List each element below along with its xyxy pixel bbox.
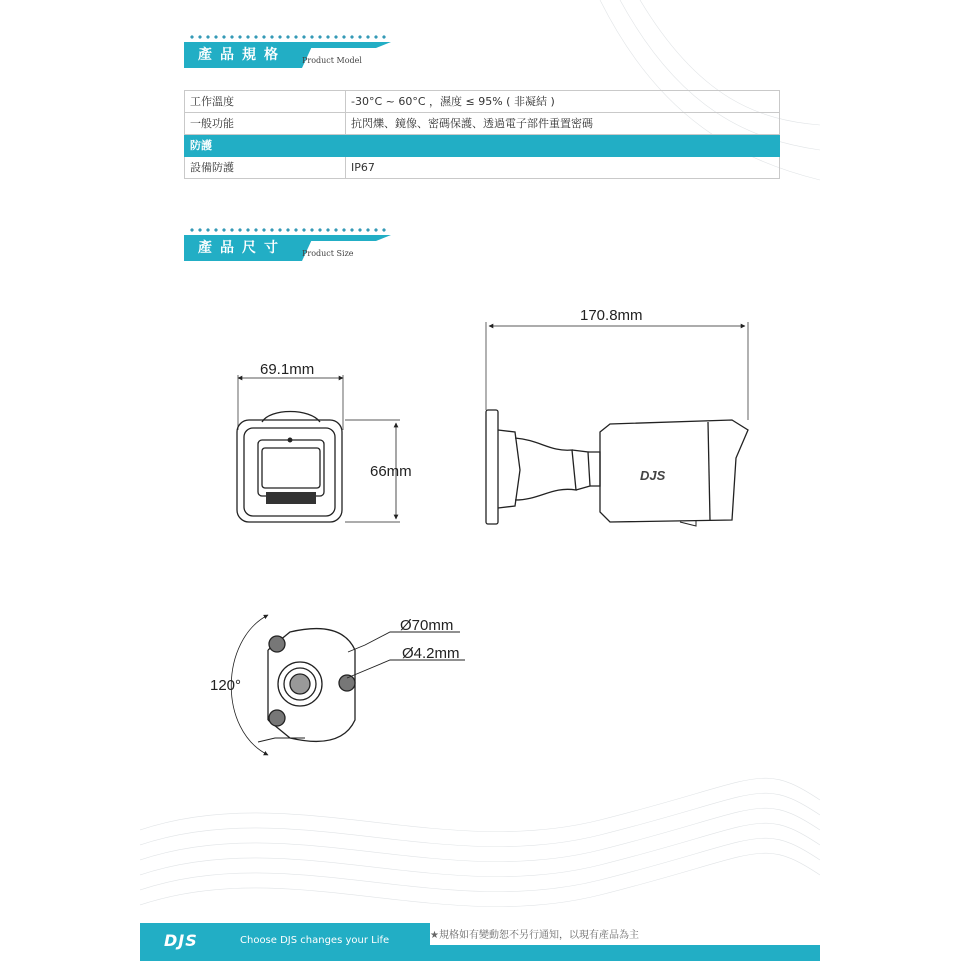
side-view-drawing xyxy=(486,322,748,526)
base-view-drawing xyxy=(231,615,465,755)
spec-value: -30°C ~ 60°C ，濕度 ≤ 95% ( 非凝結 ) xyxy=(346,91,780,113)
spec-key: 一般功能 xyxy=(185,113,346,135)
spec-row xyxy=(185,157,780,179)
side-length-label: 170.8mm xyxy=(580,307,643,324)
hole-angle-label: 120° xyxy=(210,677,242,694)
camera-logo-label: DJS xyxy=(640,468,666,483)
size-section-subtitle: Product Size xyxy=(302,249,354,258)
size-section-header xyxy=(184,227,394,267)
front-height-label: 66mm xyxy=(370,463,412,480)
spec-group-label: 防護 xyxy=(185,135,780,157)
spec-key: 設備防護 xyxy=(185,157,346,179)
dots-decoration xyxy=(188,34,388,40)
spec-section-header xyxy=(184,34,394,74)
front-view-drawing xyxy=(237,375,400,522)
footer-accent-line xyxy=(410,945,820,961)
spec-row xyxy=(185,91,780,113)
spec-row xyxy=(185,113,780,135)
footer-brand-bar xyxy=(140,923,430,961)
hole-diameter-label: Ø4.2mm xyxy=(402,645,460,662)
dimension-diagram xyxy=(140,290,820,760)
spec-sheet-page xyxy=(140,0,820,961)
footer-logo: DJS xyxy=(164,931,198,950)
spec-value: 抗閃爍、鏡像、密碼保護、透過電子部件重置密碼 xyxy=(346,113,780,135)
spec-value: IP67 xyxy=(346,157,780,179)
dots-decoration xyxy=(188,227,388,233)
footer xyxy=(140,923,820,961)
footer-slogan: Choose DJS changes your Life xyxy=(240,935,390,946)
footer-disclaimer: ★規格如有變動恕不另行通知，以現有產品為主 xyxy=(430,930,639,941)
spec-section-title: 產品規格 xyxy=(184,42,302,68)
spec-section-subtitle: Product Model xyxy=(302,56,362,65)
size-section-title: 產品尺寸 xyxy=(184,235,302,261)
front-width-label: 69.1mm xyxy=(260,361,315,378)
spec-key: 工作溫度 xyxy=(185,91,346,113)
spec-group-row xyxy=(185,135,780,157)
base-diameter-label: Ø70mm xyxy=(400,617,454,634)
spec-table xyxy=(184,90,780,179)
